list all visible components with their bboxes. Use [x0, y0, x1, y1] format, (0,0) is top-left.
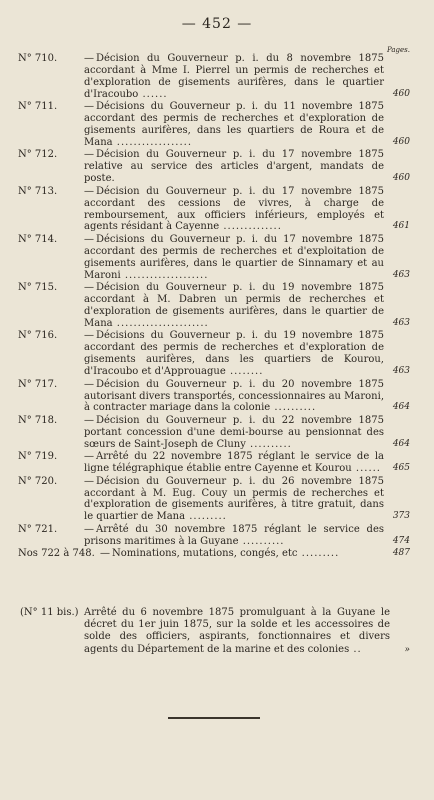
entry-text: Décisions du Gouverneur p. i. du 17 novembre 1875 accordant des permis de recherches et d'exploitation de gisements aurifères, dans le quartier de Sinnamary et au Maroni — [84, 233, 384, 281]
entry-text: Nominations, mutations, congés, etc — [112, 548, 298, 560]
list-item: N° 717. — Décision du Gouverneur p. i. du 20 novembre 1875 autorisant divers transportés, concessionnaires au Maroni, à contracter mariage dans la colonie .......... 464 — [18, 378, 410, 414]
table-of-contents — [18, 53, 410, 561]
bis-entry: (N° 11 bis.) Arrêté du 6 novembre 1875 promulguant à la Guyane le décret du 1er juin 1875, sur la solde et les accessoires de solde des officiers, aspirants, fonctionnaires et divers agents du Département de la marine et des colonies .. » — [20, 607, 410, 655]
pages-column-label: Pages. — [386, 46, 410, 54]
entry-text: Décision du Gouverneur p. i. du 22 novembre 1875 portant concession d'une demi-bourse au pensionnat des sœurs de Saint-Joseph de Cluny — [84, 414, 384, 450]
entry-text: Arrêté du 30 novembre 1875 réglant le service des prisons maritimes à la Guyane — [84, 523, 384, 547]
entry-page: 460 — [392, 88, 410, 99]
entry-number: N° 715. — [18, 282, 58, 294]
entry-number: N° 713. — [18, 185, 58, 197]
entry-text: Décision du Gouverneur p. i. du 26 novembre 1875 accordant à M. Eug. Couy un permis de recherches et d'exploration de gisements aurifères, à titre gratuit, dans le quartier de Mana — [84, 475, 384, 523]
entry-page: 487 — [392, 548, 410, 559]
list-item: N° 714. — Décisions du Gouverneur p. i. du 17 novembre 1875 accordant des permis de recherches et d'exploitation de gisements aurifères, dans le quartier de Sinnamary et au Maroni .................... 463 — [18, 233, 410, 281]
entry-page: » — [404, 644, 410, 655]
list-item: N° 715. — Décision du Gouverneur p. i. du 19 novembre 1875 accordant à M. Dabren un permis de recherches et d'exploration de gisements aurifères, dans le quartier de Mana ...................... 463 — [18, 282, 410, 329]
page-number: — 452 — — [181, 16, 253, 32]
entry-page: 460 — [392, 136, 410, 147]
list-item: N° 712. — Décision du Gouverneur p. i. du 17 novembre 1875 relative au service des articles d'argent, mandats de poste. 460 — [18, 149, 410, 185]
entry-text: Décision du Gouverneur p. i. du 20 novembre 1875 autorisant divers transportés, concessionnaires au Maroni, à contracter mariage dans la colonie — [84, 378, 384, 414]
list-item: N° 721. — Arrêté du 30 novembre 1875 réglant le service des prisons maritimes à la Guyane .......... 474 — [18, 523, 410, 547]
list-item: Nos 722 à 748. — Nominations, mutations, congés, etc ......... 487 — [18, 548, 410, 560]
list-item: N° 713. — Décision du Gouverneur p. i. du 17 novembre 1875 accordant des cessions de vivres, à charge de remboursement, aux officiers inférieurs, employés et agents résidant à Cayenne .............. 461 — [18, 185, 410, 233]
entry-page: 460 — [392, 173, 410, 184]
entry-number: N° 717. — [18, 378, 58, 390]
entry-number: N° 718. — [18, 414, 58, 426]
entry-text: Décisions du Gouverneur p. i. du 19 novembre 1875 accordant des permis de recherches et d'exploration de gisements aurifères, dans les quartiers de Kourou, d'Iracoubo et d'Approuague — [84, 330, 384, 378]
list-item: N° 711. — Décisions du Gouverneur p. i. du 11 novembre 1875 accordant des permis de recherches et d'exploration de gisements aurifères, dans les quartiers de Roura et de Mana .................. 460 — [18, 101, 410, 148]
entry-number: N° 711. — [18, 101, 58, 113]
list-item: N° 718. — Décision du Gouverneur p. i. du 22 novembre 1875 portant concession d'une demi-bourse au pensionnat des sœurs de Saint-Joseph de Cluny .......... 464 — [18, 414, 410, 450]
entry-number: N° 719. — [18, 451, 58, 463]
list-item: N° 710. — Décision du Gouverneur p. i. du 8 novembre 1875 accordant à Mme I. Pierrel un permis de recherches et d'exploration de gisements aurifères, dans le quartier d'Iracoubo ...... 460 — [18, 53, 410, 100]
entry-number: N° 720. — [18, 475, 58, 487]
entry-text: Décision du Gouverneur p. i. du 17 novembre 1875 relative au service des articles d'argent, mandats de poste. — [84, 149, 384, 185]
entry-text: Décision du Gouverneur p. i. du 17 novembre 1875 accordant des cessions de vivres, à charge de remboursement, aux officiers inférieurs, employés et agents résidant à Cayenne — [84, 185, 384, 233]
entry-page: 373 — [392, 511, 410, 522]
entry-text: Décision du Gouverneur p. i. du 19 novembre 1875 accordant à M. Dabren un permis de recherches et d'exploration de gisements aurifères, dans le quartier de Mana — [84, 282, 384, 329]
entry-number: Nos 722 à 748. — [18, 548, 95, 560]
entry-number: N° 712. — [18, 149, 58, 161]
entry-page: 474 — [392, 535, 410, 546]
entry-page: 463 — [392, 317, 410, 328]
entry-page: 463 — [392, 366, 410, 377]
list-item: N° 719. — Arrêté du 22 novembre 1875 réglant le service de la ligne télégraphique établie entre Cayenne et Kourou ...... 465 — [18, 451, 410, 475]
entry-text: Arrêté du 6 novembre 1875 promulguant à la Guyane le décret du 1er juin 1875, sur la solde et les accessoires de solde des officiers, aspirants, fonctionnaires et divers agents du Département de la marine et des colonies — [84, 607, 390, 655]
entry-number: N° 721. — [18, 523, 58, 535]
entry-page: 463 — [392, 269, 410, 280]
entry-page: 465 — [392, 463, 410, 474]
entry-number: N° 714. — [18, 233, 58, 245]
entry-text: Décision du Gouverneur p. i. du 8 novembre 1875 accordant à Mme I. Pierrel un permis de recherches et d'exploration de gisements aurifères, dans le quartier d'Iracoubo — [84, 53, 384, 100]
list-item: N° 720. — Décision du Gouverneur p. i. du 26 novembre 1875 accordant à M. Eug. Couy un permis de recherches et d'exploration de gisements aurifères, à titre gratuit, dans le quartier de Mana ......... 373 — [18, 475, 410, 523]
entry-page: 464 — [392, 402, 410, 413]
closing-rule — [168, 717, 260, 719]
entry-number: N° 710. — [18, 53, 58, 64]
entry-text: Arrêté du 22 novembre 1875 réglant le service de la ligne télégraphique établie entre Cayenne et Kourou — [84, 451, 384, 475]
entry-number: N° 716. — [18, 330, 58, 342]
entry-page: 464 — [392, 438, 410, 449]
entry-number: (N° 11 bis.) — [20, 607, 79, 618]
entry-text: Décisions du Gouverneur p. i. du 11 novembre 1875 accordant des permis de recherches et d'exploration de gisements aurifères, dans les quartiers de Roura et de Mana — [84, 101, 384, 148]
entry-page: 461 — [392, 221, 410, 232]
list-item: N° 716. — Décisions du Gouverneur p. i. du 19 novembre 1875 accordant des permis de recherches et d'exploration de gisements aurifères, dans les quartiers de Kourou, d'Iracoubo et d'Approuague ........ 463 — [18, 330, 410, 378]
